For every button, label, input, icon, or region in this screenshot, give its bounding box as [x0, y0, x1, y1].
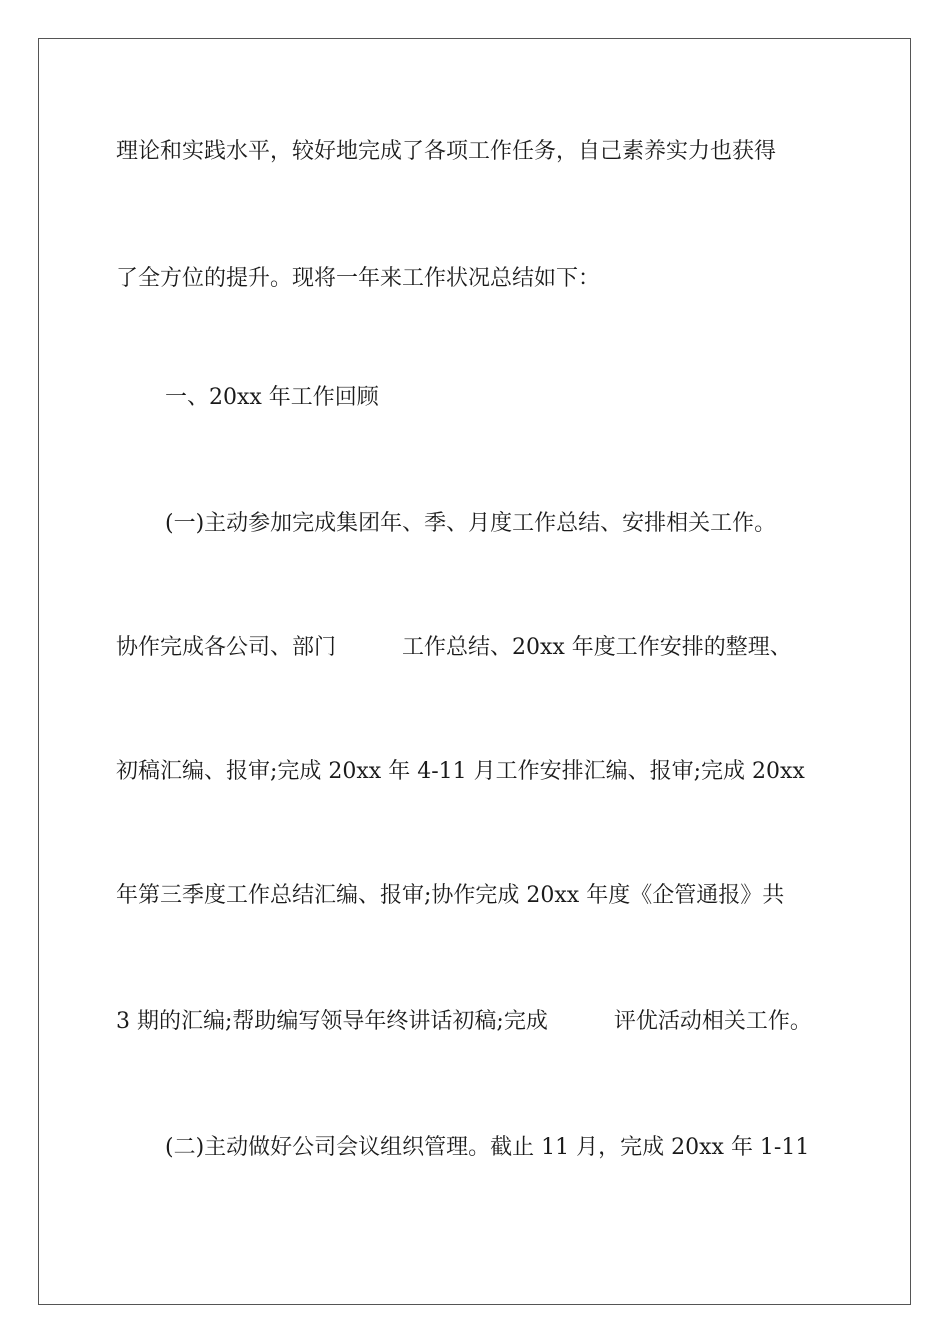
section-heading: 一、20xx 年工作回顾: [165, 385, 379, 410]
subsection-1-line-3: 初稿汇编、报审;完成 20xx 年 4-11 月工作安排汇编、报审;完成 20xx: [116, 759, 805, 784]
paragraph-line-1: 理论和实践水平，较好地完成了各项工作任务，自己素养实力也获得: [116, 139, 777, 164]
paragraph-line-2: 了全方位的提升。现将一年来工作状况总结如下：: [116, 266, 601, 291]
subsection-1-line-1: (一)主动参加完成集团年、季、月度工作总结、安排相关工作。: [165, 511, 777, 536]
subsection-2-line-1: (二)主动做好公司会议组织管理。截止 11 月，完成 20xx 年 1-11: [165, 1135, 810, 1160]
subsection-1-line-2: 协作完成各公司、部门 工作总结、20xx 年度工作安排的整理、: [116, 635, 792, 660]
page-frame: [38, 38, 911, 1305]
subsection-1-line-4: 年第三季度工作总结汇编、报审;协作完成 20xx 年度《企管通报》共: [116, 883, 785, 908]
subsection-1-line-5: 3 期的汇编;帮助编写领导年终讲话初稿;完成 评优活动相关工作。: [116, 1009, 812, 1034]
